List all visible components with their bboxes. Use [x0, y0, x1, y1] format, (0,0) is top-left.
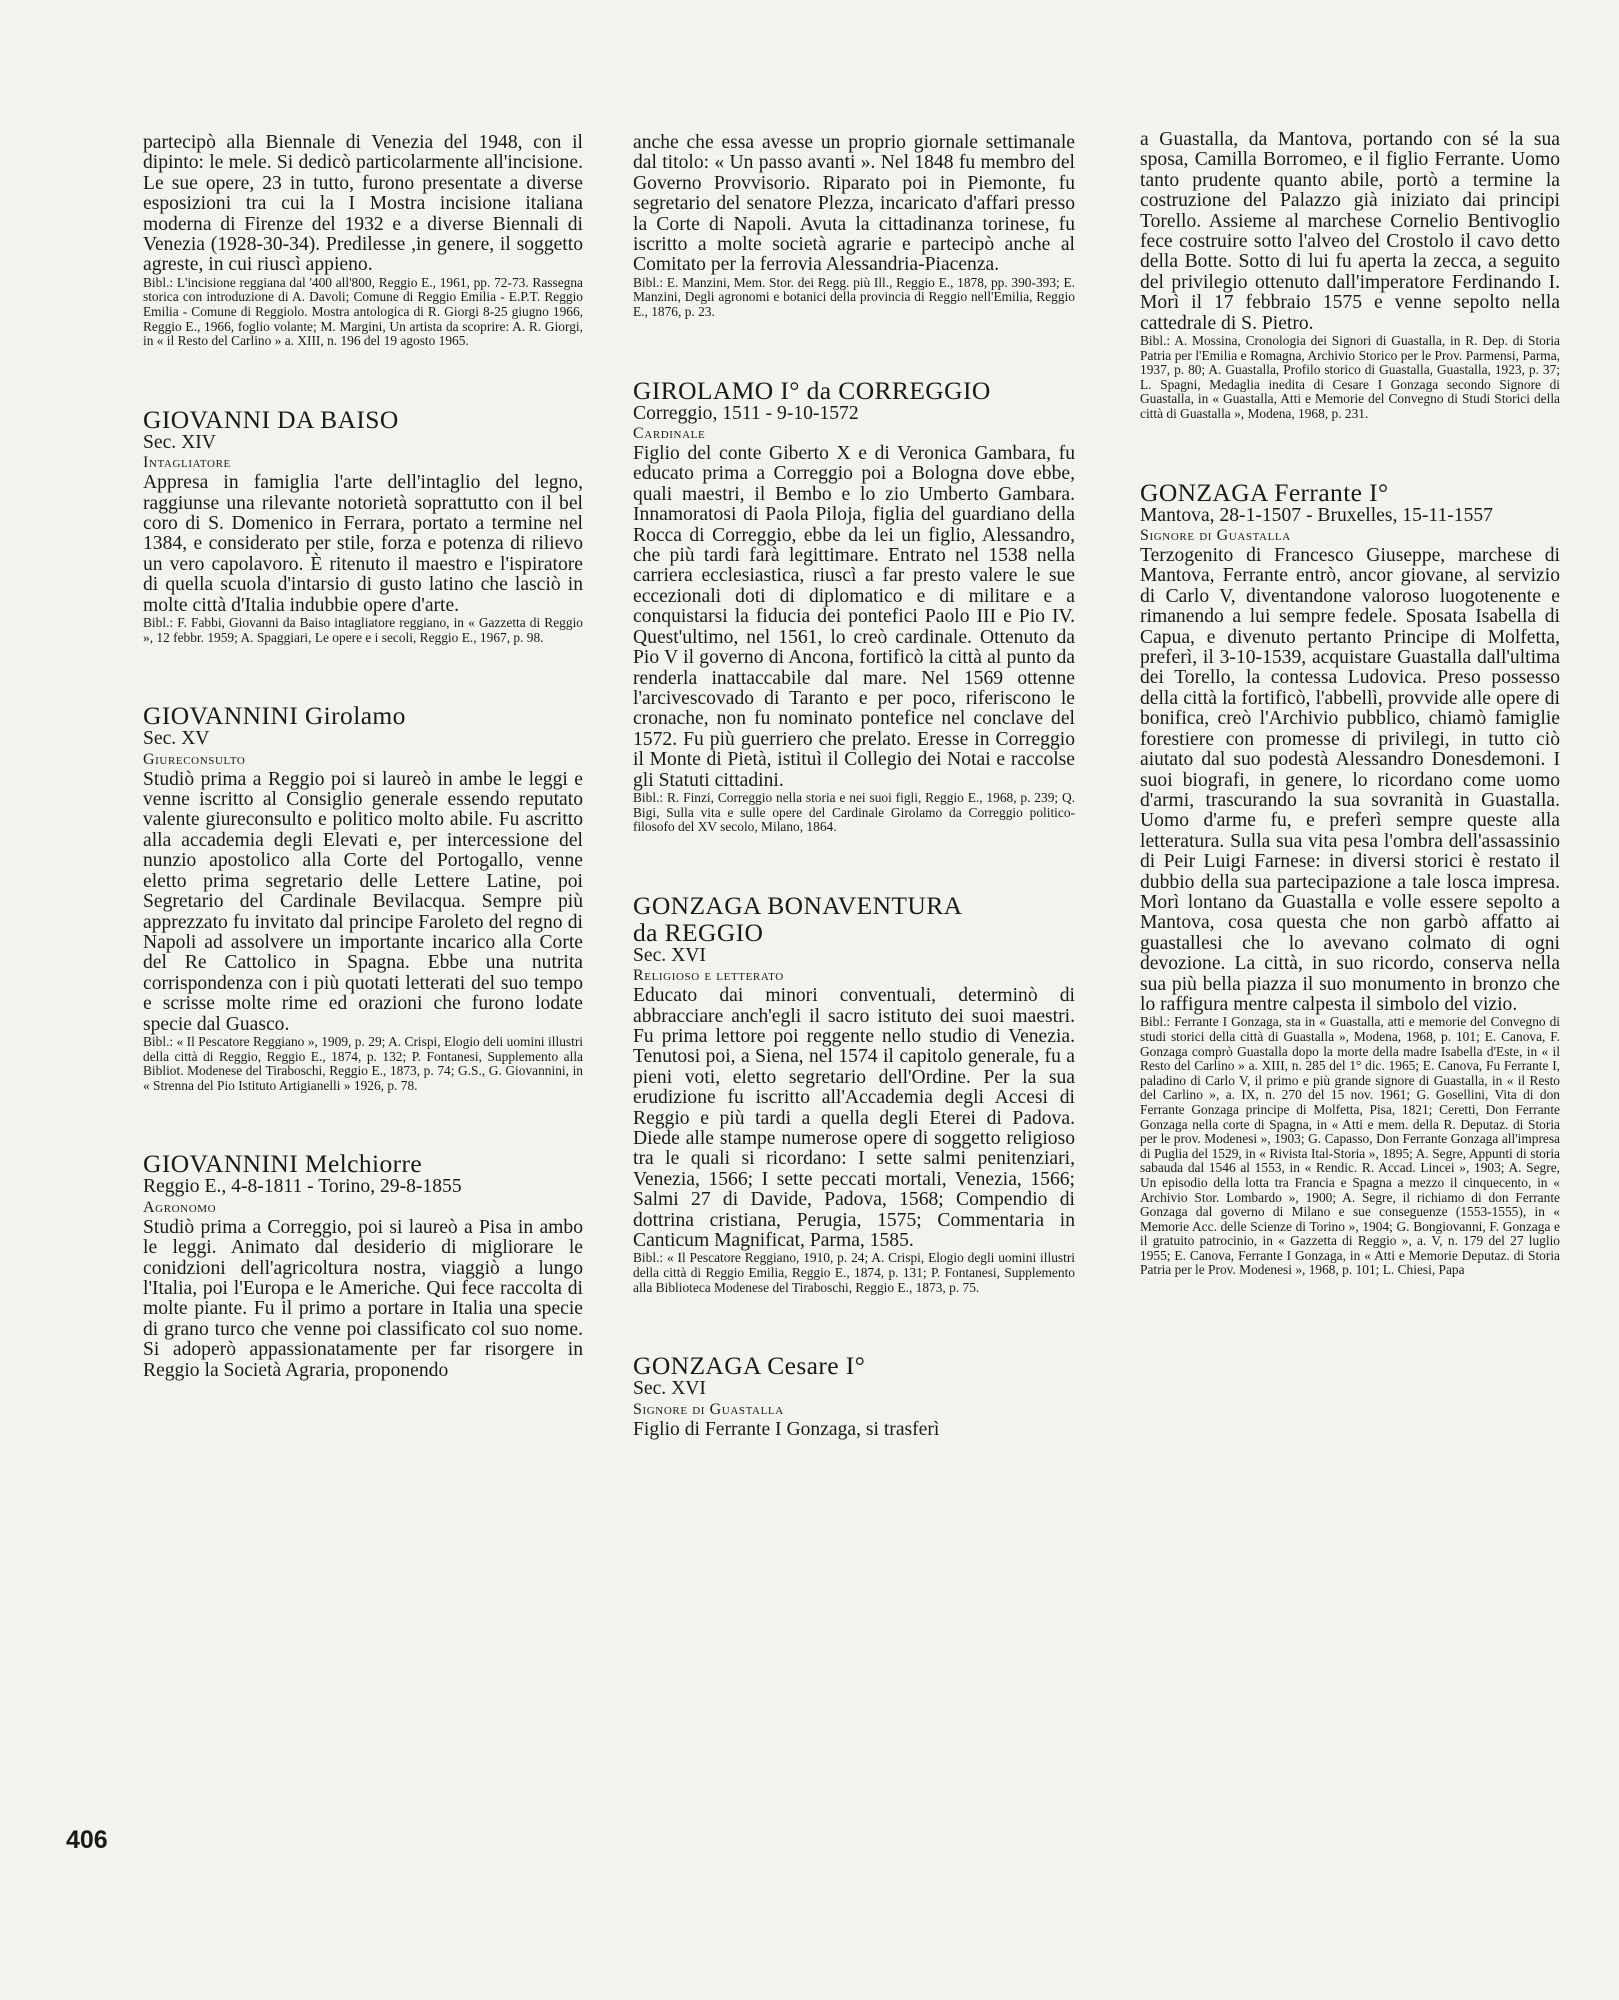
bibliography: Bibl.: Ferrante I Gonzaga, sta in « Guastalla, atti e memorie del Convegno di studi storici della città di Guastalla », Modena, 1968, p. 101; E. Canova, F. Gonzaga comprò Guastalla dopo la morte della madre Isabella d'Este, in « il Resto del Carlino » a. XIII, n. 285 del 1° dic. 1965; E. Canova, Fu Ferrante I, paladino di Carlo V, il primo e più grande signore di Guastalla, in « il Resto del Carlino », a. IX, n. 270 del 15 nov. 1961; G. Gosellini, Vita di don Ferrante Gonzaga principe di Molfetta, Pisa, 1821; Ceretti, Don Ferrante Gonzaga nella corte di Spagna, in « Atti e mem. della R. Deputaz. di Storia per le prov. Modenesi », 1903; G. Capasso, Don Ferrante Gonzaga all'impresa di Puglia del 1529, in « Rivista Ital-Storia », 1895; A. Segre, Appunti di storia sabauda dal 1546 al 1553, in « Rendic. R. Accad. Lincei », 1903; A. Segre, Un episodio della lotta tra Francia e Spagna a mezzo il cinquecento, in « Archivio Stor. Lombardo », 1900; A. Segre, il richiamo di don Ferrante Gonzaga dal governo di Milano e sue conseguenze (1553-1555), in « Memorie Acc. delle Scienze di Torino », 1904; G. Bongiovanni, F. Gonzaga e il gratuito patrocinio, in « Gazzetta di Reggio », a. V, n. 179 del 27 luglio 1955; E. Canova, Ferrante I Gonzaga, in « Atti e Memorie Deputaz. di Storia Patria per le Prov. Modenesi », 1968, p. 101; L. Chiesi, Papa [1140, 1014, 1560, 1278]
bibliography: Bibl.: R. Finzi, Correggio nella storia e nei suoi figli, Reggio E., 1968, p. 239; Q. Bigi, Sulla vita e sulle opere del Cardinale Girolamo da Correggio politico-filosofo del XV secolo, Milano, 1864. [633, 789, 1075, 835]
entry-text: Educato dai minori conventuali, determinò di abbracciare anch'egli il sacro istituto dei suoi maestri. Fu prima lettore poi reggente nello studio di Venezia. Tenutosi poi, a Siena, nel 1574 il capitolo generale, fu a pieni voti, eletto segretario dell'Ordine. Per la sua erudizione fu iscritto all'Accademia degli Accesi di Reggio e più tardi a quella degli Eterei di Padova. Diede alle stampe numerose opere di soggetto religioso tra le quali si ricordano: I sette salmi penitenziari, Venezia, 1566; I sette peccati mortali, Venezia, 1566; Salmi 27 di Davide, Padova, 1568; Compendio di dottrina cristiana, Perugia, 1575; Commentaria in Canticum Magnificat, Parma, 1585. [633, 985, 1075, 1251]
entry-date: Sec. XVI [633, 1378, 706, 1400]
entry-gonzaga-cesare [633, 1352, 1075, 1440]
entry-role: Cardinale [633, 425, 706, 443]
entry-date: Sec. XVI [633, 944, 706, 966]
entry-text: Appresa in famiglia l'arte dell'intaglio del legno, raggiunse una rilevante notorietà soprattutto con il bel coro di S. Domenico in Ferrara, portato a termine nel 1384, e considerato per stile, forza e potenza di rilievo un vero capolavoro. È ritenuto il maestro e l'ispiratore di quella scuola d'intarsio di gusto latino che lasciò in molte città d'Italia indubbie opere d'arte. [143, 472, 583, 616]
continued-paragraph: anche che essa avesse un proprio giornale settimanale dal titolo: « Un passo avanti ». Nel 1848 fu membro del Governo Provvisorio. Riparato poi in Piemonte, fu segretario del senatore Plezza, incaricato d'affari presso la Corte di Napoli. Avuta la cittadinanza torinese, fu iscritto a molte società agrarie e partecipò anche al Comitato per la ferrovia Alessandria-Piacenza. [633, 132, 1075, 276]
entry-title: GIOVANNINI Melchiorre [143, 1149, 423, 1179]
entry-role: Agronomo [143, 1198, 217, 1216]
entry-title: GIOVANNINI Girolamo [143, 701, 406, 731]
column-left [143, 133, 583, 1381]
entry-text: Studiò prima a Reggio poi si laureò in ambe le leggi e venne iscritto al Consiglio generale essendo reputato valente giureconsulto e politico molto abile. Fu ascritto alla accademia degli Elevati e, per intercessione del nunzio apostolico alla Corte del Portogallo, venne eletto prima segretario delle Lettere Latine, poi Segretario del Cardinale Bevilacqua. Sempre più apprezzato fu invitato dal principe Faroleto del regno di Napoli ad assolvere un importante incarico alla Corte del Re Cattolico in Spagna. Ebbe una nutrita corrispondenza con i più quotati letterati del suo tempo e scrisse molte rime ed orazioni che furono lodate specie dal Guasco. [143, 768, 583, 1035]
entry-role: Signore di Guastalla [1140, 527, 1291, 545]
column-middle [633, 133, 1075, 1440]
entry-date: Sec. XV [143, 728, 210, 750]
entry-giovanni-da-baiso [143, 406, 583, 645]
bibliography: Bibl.: L'incisione reggiana dal '400 all'800, Reggio E., 1961, pp. 72-73. Rassegna storica con introduzione di A. Davoli; Comune di Reggio Emilia - E.P.T. Reggio Emilia - Comune di Reggiolo. Mostra antologica di R. Giorgi 8-25 giugno 1966, Reggio E., 1966, foglio volante; M. Margini, Un artista da scoprire: A. R. Giorgi, in « il Resto del Carlino » a. XIII, n. 196 del 19 agosto 1965. [143, 274, 583, 349]
entry-date: Sec. XIV [143, 431, 216, 453]
entry-date: Mantova, 28-1-1507 - Bruxelles, 15-11-1557 [1140, 504, 1493, 526]
column-right [1140, 130, 1560, 1278]
entry-text: Studiò prima a Correggio, poi si laureò a Pisa in ambo le leggi. Animato dal desiderio di migliorare le conidzioni dell'agricoltura nostra, viaggiò a lungo l'Italia, poi l'Europa e le Americhe. Qui fece raccolta di molte piante. Fu il primo a portare in Italia una specie di grano turco che venne poi classificato col suo nome. Si adoperò appassionatamente per far risorgere in Reggio la Società Agraria, proponendo [143, 1216, 583, 1381]
continued-paragraph: partecipò alla Biennale di Venezia del 1948, con il dipinto: le mele. Si dedicò particolarmente all'incisione. Le sue opere, 23 in tutto, furono presentate a diverse esposizioni tra cui la I Mostra incisione italiana moderna di Firenze del 1932 e a diverse Biennali di Venezia (1928-30-34). Predilesse ,in genere, il soggetto agreste, in cui riuscì appieno. [143, 132, 583, 276]
continued-paragraph: a Guastalla, da Mantova, portando con sé la sua sposa, Camilla Borromeo, e il figlio Ferrante. Uomo tanto prudente quanto abile, portò a termine la costruzione del Palazzo già iniziato dai principi Torello. Assieme al marchese Cornelio Bentivoglio fece costruire sotto l'alveo del Crostolo il cavo detto della Botte. Sotto di lui fu aperta la zecca, a seguito del privilegio ottenuto dall'imperatore Ferdinando I. Morì il 17 febbraio 1575 e venne sepolto nella cattedrale di S. Pietro. [1140, 129, 1560, 334]
entry-title: GONZAGA Cesare I° [633, 1351, 866, 1381]
entry-text: Figlio di Ferrante I Gonzaga, si trasferì [633, 1418, 940, 1440]
entry-title-line-2: da REGGIO [633, 917, 764, 947]
entry-title: GIOVANNI DA BAISO [143, 404, 399, 434]
entry-date: Correggio, 1511 - 9-10-1572 [633, 402, 859, 424]
bibliography: Bibl.: « Il Pescatore Reggiano, 1910, p. 24; A. Crispi, Elogio degli uomini illustri della città di Reggio Emilia, Reggio E., 1874, p. 131; P. Fontanesi, Supplemento alla Biblioteca Modenese del Tiraboschi, Reggio E., 1873, p. 75. [633, 1250, 1075, 1295]
entry-role: Religioso e letterato [633, 967, 784, 985]
entry-giovannini-melchiorre [143, 1150, 583, 1381]
entry-date: Reggio E., 4-8-1811 - Torino, 29-8-1855 [143, 1176, 462, 1198]
entry-girolamo-da-correggio [633, 377, 1075, 835]
entry-title: GONZAGA Ferrante I° [1140, 477, 1389, 507]
entry-title: GIROLAMO I° da CORREGGIO [633, 375, 991, 405]
bibliography: Bibl.: E. Manzini, Mem. Stor. dei Regg. più Ill., Reggio E., 1878, pp. 390-393; E. Manzini, Degli agronomi e botanici della provincia di Reggio nell'Emilia, Reggio E., 1876, p. 23. [633, 274, 1075, 320]
entry-role: Signore di Guastalla [633, 1400, 784, 1418]
bibliography: Bibl.: « Il Pescatore Reggiano », 1909, p. 29; A. Crispi, Elogio deli uomini illustri della città di Reggio, Reggio E., 1874, p. 132; P. Fontanesi, Supplemento alla Bibliot. Modenese del Tiraboschi, Reggio E., 1873, p. 74; G.S., G. Giovannini, in « Strenna del Pio Istituto Artigianelli » 1926, p. 78. [143, 1033, 583, 1093]
entry-giovannini-girolamo [143, 702, 583, 1093]
entry-gonzaga-ferrante [1140, 479, 1560, 1278]
entry-gonzaga-bonaventura [633, 892, 1075, 1295]
entry-text: Figlio del conte Giberto X e di Veronica Gambara, fu educato prima a Correggio poi a Bologna dove ebbe, quali maestri, il Bembo e lo zio Umberto Gambara. Innamoratosi di Paola Piloja, figlia del guardiano della Rocca di Correggio, ebbe da lei un figlio, Alessandro, che più tardi farà legittimare. Entrato nel 1538 nella carriera ecclesiastica, riuscì a far presto valere le sue eccezionali doti di diplomatico e di militare e a conquistarsi la fiducia dei pontefici Paolo III e Pio IV. Quest'ultimo, nel 1561, lo creò cardinale. Ottenuto da Pio V il governo di Ancona, fortificò la città al punto da renderla inattaccabile dal mare. Nel 1569 ottenne l'arcivescovado di Taranto e per poco, riferiscono le cronache, non fu nominato pontefice nel conclave del 1572. Fu più guerriero che prelato. Eresse in Correggio il Monte di Pietà, istituì il Collegio dei Notai e raccolse gli Statuti cittadini. [633, 443, 1075, 791]
bibliography: Bibl.: A. Mossina, Cronologia dei Signori di Guastalla, in R. Dep. di Storia Patria per l'Emilia e Romagna, Archivio Storico per le Prov. Parmensi, Parma, 1937, p. 80; A. Guastalla, Profilo storico di Guastalla, Guastalla, 1923, p. 37; L. Spagni, Medaglia inedita di Cesare I Gonzaga secondo Signore di Guastalla, in « Guastalla, Atti e Memorie del Convegno di Studi Storici della città di Guastalla », Modena, 1968, p. 231. [1140, 333, 1560, 422]
entry-title: GONZAGA BONAVENTURA [633, 890, 963, 920]
entry-text: Terzogenito di Francesco Giuseppe, marchese di Mantova, Ferrante entrò, ancor giovane, al servizio di Carlo V, diventandone valoroso luogotenente e rimanendo a lui sempre fedele. Sposata Isabella di Capua, e divenuto pertanto Principe di Molfetta, preferì, il 3-10-1539, acquistare Guastalla dall'ultima dei Torello, la contessa Ludovica. Preso possesso della città la fortificò, l'abbellì, provvide alle opere di bonifica, creò l'Archivio pubblico, chiamò famiglie forestiere con promesse di privilegi, in tutto ciò aiutato dal suo podestà Alessandro Donesdemoni. I suoi biografi, in genere, lo ricordano come uomo d'armi, trascurando la sua sovranità in Guastalla. Uomo d'arme fu, e preferì sempre queste alla letteratura. Sulla sua vita pesa l'ombra dell'assassinio di Peir Luigi Farnese: in diversi storici è restato il dubbio della sua partecipazione a tale losca impresa. Morì lontano da Guastalla e volle essere sepolto a Mantova, cosa questa che non garbò affatto ai guastallesi che lo avevano colmato di ogni devozione. La città, in suo ricordo, conserva nella sua più bella piazza il suo monumento in bronzo che lo raffigura mentre calpesta il simbolo del vizio. [1140, 545, 1560, 1015]
entry-role: Intagliatore [143, 454, 231, 472]
entry-role: Giureconsulto [143, 750, 246, 768]
bibliography: Bibl.: F. Fabbi, Giovanni da Baiso intagliatore reggiano, in « Gazzetta di Reggio », 12 febbr. 1959; A. Spaggiari, Le opere e i secoli, Reggio E., 1967, p. 98. [143, 615, 583, 645]
page-number: 406 [66, 1826, 108, 1854]
